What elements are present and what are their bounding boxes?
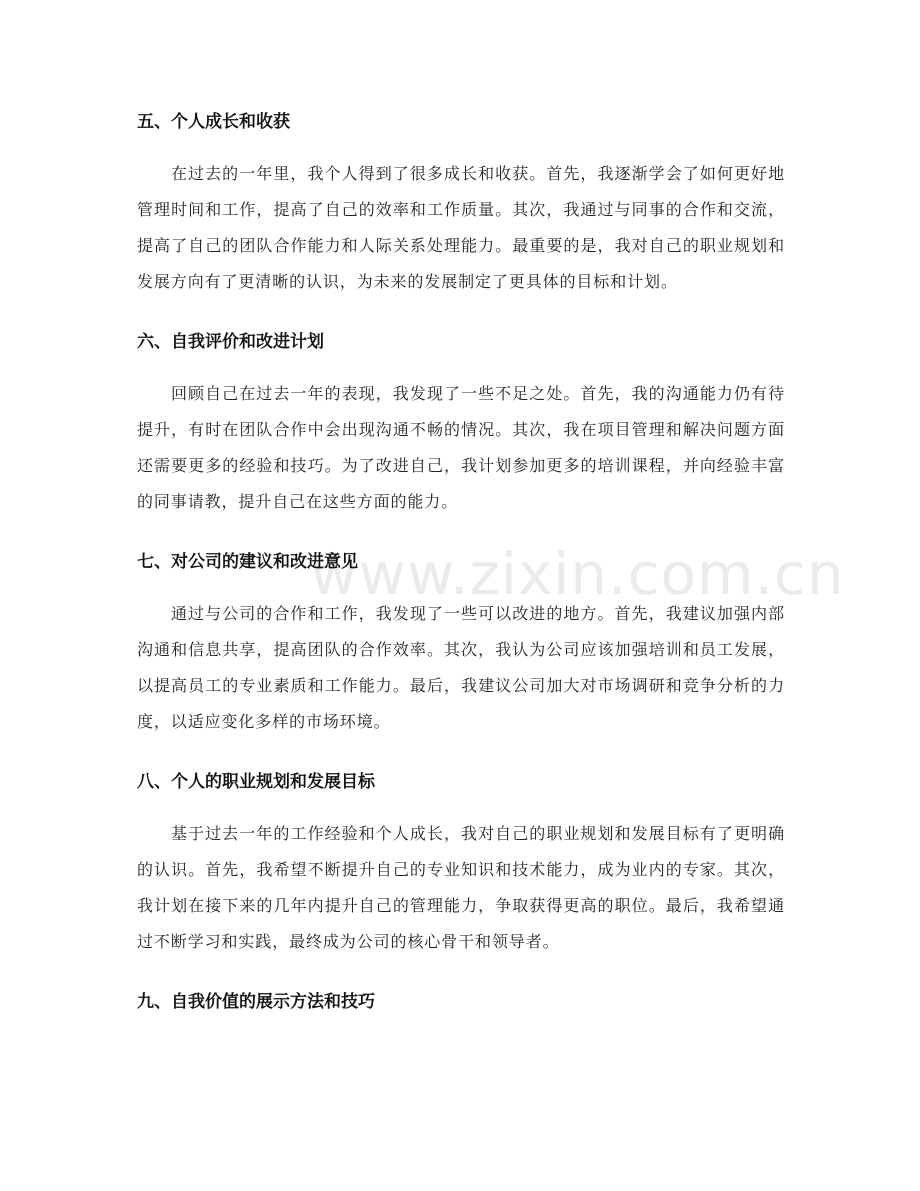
- section-heading-7: 七、对公司的建议和改进意见: [137, 552, 358, 572]
- section-body-7: 通过与公司的合作和工作，我发现了一些可以改进的地方。首先，我建议加强内部沟通和信息共享，提高团队的合作效率。其次，我认为公司应该加强培训和员工发展，以提高员工的专业素质和工作能力。最后，我建议公司加大对市场调研和竞争分析的力度，以适应变化多样的市场环境。: [137, 604, 785, 731]
- section-body-5: 在过去的一年里，我个人得到了很多成长和收获。首先，我逐渐学会了如何更好地管理时间和工作，提高了自己的效率和工作质量。其次，我通过与同事的合作和交流，提高了自己的团队合作能力和人际关系处理能力。最重要的是，我对自己的职业规划和发展方向有了更清晰的认识，为未来的发展制定了更具体的目标和计划。: [137, 164, 785, 291]
- section-heading-5: 五、个人成长和收获: [137, 112, 290, 132]
- document-content: [137, 104, 785, 1020]
- section-body-6: 回顾自己在过去一年的表现，我发现了一些不足之处。首先，我的沟通能力仍有待提升，有时在团队合作中会出现沟通不畅的情况。其次，我在项目管理和解决问题方面还需要更多的经验和技巧。为了改进自己，我计划参加更多的培训课程，并向经验丰富的同事请教，提升自己在这些方面的能力。: [137, 384, 785, 511]
- section-heading-8: 八、个人的职业规划和发展目标: [137, 772, 375, 792]
- section-heading-6: 六、自我评价和改进计划: [137, 332, 324, 352]
- watermark: www.zixin.com.cn: [310, 540, 845, 608]
- section-heading-9: 九、自我价值的展示方法和技巧: [137, 992, 375, 1012]
- section-body-8: 基于过去一年的工作经验和个人成长，我对自己的职业规划和发展目标有了更明确的认识。首先，我希望不断提升自己的专业知识和技术能力，成为业内的专家。其次，我计划在接下来的几年内提升自己的管理能力，争取获得更高的职位。最后，我希望通过不断学习和实践，最终成为公司的核心骨干和领导者。: [137, 824, 785, 951]
